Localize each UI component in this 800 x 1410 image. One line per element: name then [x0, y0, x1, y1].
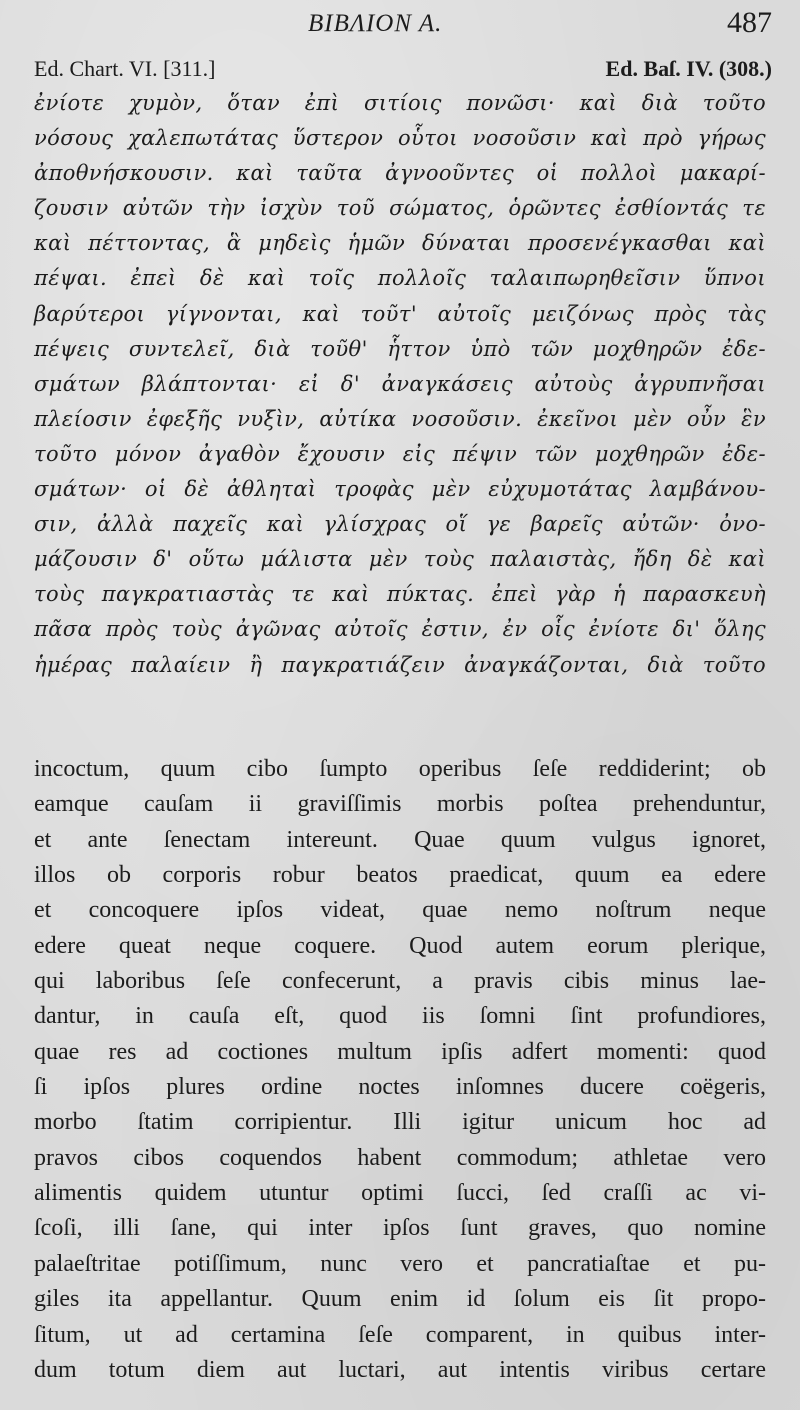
latin-line: giles ita appellantur. Quum enim id ſolum eis ſit propo- [34, 1286, 766, 1313]
greek-line: ἡμέρας παλαίειν ἢ παγκρατιάζειν ἀναγκάζονται, διὰ τοῦτο [34, 652, 766, 677]
greek-line: πλείοσιν ἐφεξῆς νυξὶν, αὐτίκα νοσοῦσιν. ἐκεῖνοι μὲν οὖν ἓν [34, 406, 766, 431]
book-title: ΒΙΒΛΙΟΝ Α. [308, 10, 443, 37]
edition-chartier-reference: Ed. Chart. VI. [311.] [34, 56, 216, 81]
greek-line: μάζουσιν δ' οὕτω μάλιστα μὲν τοὺς παλαιστὰς, ἤδη δὲ καὶ [34, 547, 766, 572]
latin-line: morbo ſtatim corripientur. Illi igitur unicum hoc ad [34, 1109, 766, 1136]
latin-line: pravos cibos coquendos habent commodum; athletae vero [34, 1144, 766, 1171]
latin-line: ſitum, ut ad certamina ſeſe comparent, in quibus inter- [34, 1321, 766, 1348]
latin-line: qui laboribus ſeſe confecerunt, a pravis cibis minus lae- [34, 968, 766, 995]
greek-line: πέψεις συντελεῖ, διὰ τοῦθ' ἧττον ὑπὸ τῶν μοχθηρῶν ἐδε- [34, 336, 766, 361]
greek-line: πέψαι. ἐπεὶ δὲ καὶ τοῖς πολλοῖς ταλαιπωρηθεῖσιν ὕπνοι [34, 266, 766, 291]
latin-line: eamque cauſam ii graviſſimis morbis poſtea prehenduntur, [34, 791, 766, 818]
latin-line: ſi ipſos plures ordine noctes inſomnes ducere coëgeris, [34, 1074, 766, 1101]
latin-line: dantur, in cauſa eſt, quod iis ſomni ſint profundiores, [34, 1003, 766, 1030]
running-head [0, 6, 800, 46]
greek-line: σμάτων· οἱ δὲ ἀθληταὶ τροφὰς μὲν εὐχυμοτάτας λαμβάνου- [34, 477, 766, 502]
page-number: 487 [727, 6, 772, 39]
greek-line: ἐνίοτε χυμὸν, ὅταν ἐπὶ σιτίοις πονῶσι· καὶ διὰ τοῦτο [34, 91, 766, 115]
greek-line: τοῦτο μόνον ἀγαθὸν ἔχουσιν εἰς πέψιν τῶν μοχθηρῶν ἐδε- [34, 441, 766, 466]
latin-line: et concoquere ipſos videat, quae nemo noſtrum neque [34, 897, 766, 924]
greek-line: νόσους χαλεπωτάτας ὕστερον οὗτοι νοσοῦσιν καὶ πρὸ γήρως [34, 126, 766, 151]
greek-line: καὶ πέττοντας, ἃ μηδεὶς ἡμῶν δύναται προσενέγκασθαι καὶ [34, 231, 766, 256]
greek-line: ἀποθνήσκουσιν. καὶ ταῦτα ἀγνοοῦντες οἱ πολλοὶ μακαρί- [34, 161, 766, 186]
edition-basel-reference: Ed. Baſ. IV. (308.) [605, 56, 772, 81]
latin-line: quae res ad coctiones multum ipſis adfert momenti: quod [34, 1038, 766, 1065]
latin-line: alimentis quidem utuntur optimi ſucci, ſed craſſi ac vi- [34, 1180, 766, 1207]
latin-line: dum totum diem aut luctari, aut intentis viribus certare [34, 1356, 766, 1383]
greek-text-block [34, 86, 766, 683]
greek-line: ζουσιν αὐτῶν τὴν ἰσχὺν τοῦ σώματος, ὁρῶντες ἐσθίοντάς τε [34, 196, 766, 221]
latin-line: ſcoſi, illi ſane, qui inter ipſos ſunt graves, quo nomine [34, 1215, 766, 1242]
latin-line: palaeſtritae potiſſimum, nunc vero et pancratiaſtae et pu- [34, 1250, 766, 1277]
greek-line: πᾶσα πρὸς τοὺς ἀγῶνας αὐτοῖς ἐστιν, ἐν οἷς ἐνίοτε δι' ὅλης [34, 617, 766, 642]
latin-text-block [34, 752, 766, 1388]
greek-line: βαρύτεροι γίγνονται, καὶ τοῦτ' αὐτοῖς μειζόνως πρὸς τὰς [34, 301, 766, 326]
latin-line: illos ob corporis robur beatos praedicat, quum ea edere [34, 862, 766, 889]
latin-line: incoctum, quum cibo ſumpto operibus ſeſe reddiderint; ob [34, 756, 766, 782]
latin-line: edere queat neque coquere. Quod autem eorum plerique, [34, 932, 766, 959]
latin-line: et ante ſenectam intereunt. Quae quum vulgus ignoret, [34, 826, 766, 853]
edition-reference-line [34, 56, 772, 86]
greek-line: σμάτων βλάπτονται· εἰ δ' ἀναγκάσεις αὐτοὺς ἀγρυπνῆσαι [34, 371, 766, 396]
greek-line: σιν, ἀλλὰ παχεῖς καὶ γλίσχρας οἵ γε βαρεῖς αὐτῶν· ὀνο- [34, 512, 766, 537]
greek-line: τοὺς παγκρατιαστὰς τε καὶ πύκτας. ἐπεὶ γὰρ ἡ παρασκευὴ [34, 582, 766, 607]
